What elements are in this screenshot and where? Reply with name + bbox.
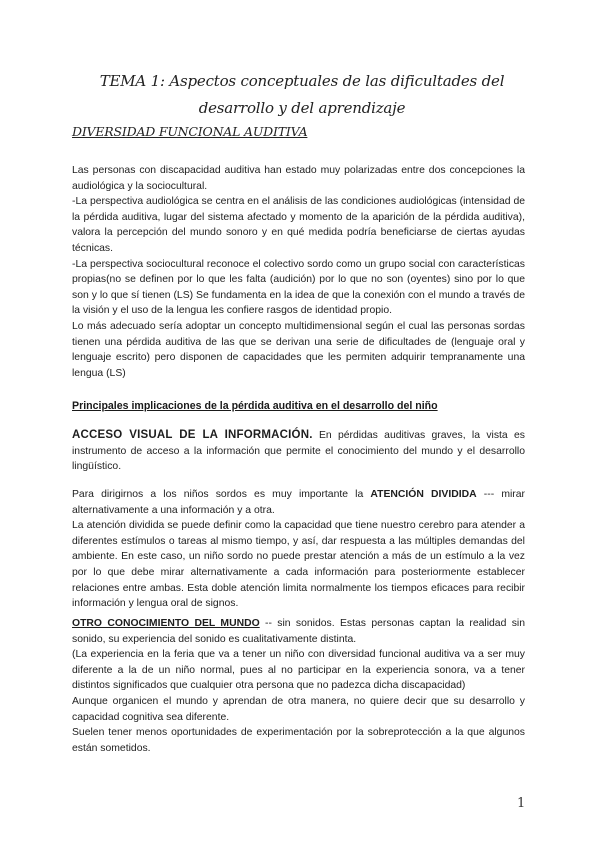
document-title: TEMA 1: Aspectos conceptuales de las dificultades del desarrollo y del aprendizaje [99, 72, 505, 117]
atencion-before: Para dirigirnos a los niños sordos es muy importante la [72, 489, 371, 500]
atencion-label: ATENCIÓN DIVIDIDA [370, 489, 477, 500]
otro-paragraph-3: Aunque organicen el mundo y aprendan de otra manera, no quiere decir que su desarrollo y capacidad cognitiva sea diferente. [72, 695, 525, 723]
atencion-paragraph-2: La atención dividida se puede definir como la capacidad que tiene nuestro cerebro para atender a diferentes estímulos o tareas al mismo tiempo, y así, dar respuesta a las múltiples demandas del ambiente. En este caso, un niño sordo no puede prestar atención a más de un estímulo a la vez por lo que debe mirar alternativamente a cada información para posteriormente establecer relaciones entre ambas. Esta doble atención limita normalmente los tiempos eficaces para recibir información y lengua oral de signos. [72, 520, 525, 610]
intro-paragraph-1: Las personas con discapacidad auditiva han estado muy polarizadas entre dos concepciones la audiológica y la sociocultural. [72, 165, 525, 192]
acceso-block [72, 428, 525, 475]
section-heading: DIVERSIDAD FUNCIONAL AUDITIVA [72, 124, 308, 139]
otro-block [72, 616, 525, 756]
atencion-after: --- mirar alternativamente a una información y a otra. [72, 489, 525, 516]
otro-label: OTRO CONOCIMIENTO DEL MUNDO [72, 618, 260, 629]
otro-text: -- sin sonidos. Estas personas captan la realidad sin sonido, su experiencia del sonido es cualitativamente distinta. [72, 618, 525, 645]
intro-paragraph-4: Lo más adecuado sería adoptar un concepto multidimensional según el cual las personas sordas tienen una pérdida auditiva de las que se derivan una serie de dificultades de (lenguaje oral y lenguaje escrito) pero disponen de capacidades que les permiten adquirir tempranamente una lengua (LS) [72, 320, 525, 379]
intro-block [72, 163, 525, 381]
acceso-text: En pérdidas auditivas graves, la vista es instrumento de acceso a la información que permite el conocimiento del mundo y el desarrollo lingüístico. [72, 430, 525, 473]
atencion-block [72, 487, 525, 612]
otro-paragraph-2: (La experiencia en la feria que va a tener un niño con diversidad funcional auditiva va a ser muy diferente a la de un niño normal, pues al no participar en la experiencia sonora, va a tener distintos significados que cualquier otra persona que no padezca dicha discapacidad) [72, 649, 525, 692]
implications-heading: Principales implicaciones de la pérdida auditiva en el desarrollo del niño [72, 400, 438, 412]
intro-paragraph-2: -La perspectiva audiológica se centra en el análisis de las condiciones audiológicas (intensidad de la pérdida auditiva, lugar del sistema afectado y momento de la aparición de la pérdida auditiva), valora la percepción del mundo sonoro y en qué medida podría beneficiarse de ciertas ayudas técnicas. [72, 196, 525, 254]
acceso-label: ACCESO VISUAL DE LA INFORMACIÓN. [72, 429, 313, 441]
page-number: 1 [517, 796, 526, 811]
otro-paragraph-4: Suelen tener menos oportunidades de experimentación por la sobreprotección a la que algunos están sometidos. [72, 727, 525, 754]
intro-paragraph-3: -La perspectiva sociocultural reconoce el colectivo sordo como un grupo social con características propias(no se definen por lo que les falta (audición) por lo que no son (oyentes) sino por lo que son y lo que sí tienen (LS) Se fundamenta en la idea de que la conexión con el mundo a través de la visión y el uso de la lengua les confiere rasgos de identidad propio. [72, 258, 525, 317]
